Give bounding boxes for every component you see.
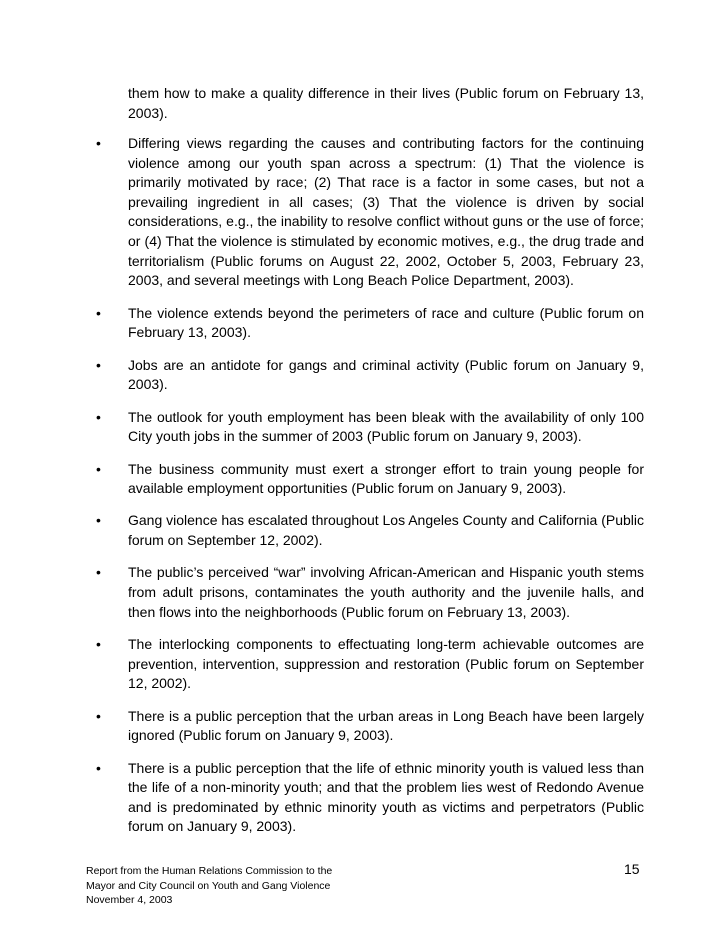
bullet-icon: • (96, 512, 101, 529)
list-item-text: Gang violence has escalated throughout Los Angeles County and California (Public forum on September 12, 2002). (128, 512, 644, 549)
list-item-text: The violence extends beyond the perimeters of race and culture (Public forum on February 13, 2003). (128, 304, 644, 341)
list-item (96, 408, 644, 447)
list-item (96, 635, 644, 694)
footer-report-subtitle: Mayor and City Council on Youth and Gang Violence (86, 879, 331, 892)
bullet-icon: • (96, 304, 101, 321)
list-item (96, 134, 644, 291)
bullet-icon: • (96, 564, 101, 581)
list-item (96, 759, 644, 837)
bullet-icon: • (96, 759, 101, 776)
list-item-text: The outlook for youth employment has been bleak with the availability of only 100 City youth jobs in the summer of 2003 (Public forum on January 9, 2003). (128, 408, 644, 445)
report-footer (86, 864, 426, 908)
list-item-text: Jobs are an antidote for gangs and criminal activity (Public forum on January 9, 2003). (128, 356, 644, 393)
list-item (96, 356, 644, 395)
bullet-icon: • (96, 408, 101, 425)
list-item (96, 460, 644, 499)
list-item (96, 563, 644, 622)
bullet-icon: • (96, 135, 101, 151)
list-item (96, 304, 644, 343)
bullet-icon: • (96, 356, 101, 373)
list-item-text: There is a public perception that the urban areas in Long Beach have been largely ignored (Public forum on January 9, 2003). (128, 707, 644, 744)
bullet-icon: • (96, 636, 101, 653)
list-item-text: The interlocking components to effectuating long-term achievable outcomes are prevention, intervention, suppression and restoration (Public forum on September 12, 2002). (128, 636, 644, 692)
page-number: 15 (624, 861, 640, 877)
bullet-icon: • (96, 460, 101, 477)
list-item (96, 707, 644, 746)
footer-date: November 4, 2003 (86, 894, 173, 906)
footer-report-title: Report from the Human Relations Commission to the (86, 865, 333, 877)
list-item-text: Differing views regarding the causes and contributing factors for the continuing violence among our youth span across a spectrum: (1) That the violence is primarily motivated by race; (2) That race is a factor in some cases, but not a prevailing ingredient in all cases; (3) That the violence is driven by social considerations, e.g., the inability to resolve conflict without guns or the use of force; or (4) That the violence is stimulated by economic motives, e.g., the drug trade and territorialism (Public forums on August 22, 2002, October 5, 2003, February 23, 2003, and several meetings with Long Beach Police Department, 2003). (128, 135, 644, 289)
findings-bullet-list (96, 134, 644, 850)
list-item-text: The public’s perceived “war” involving African-American and Hispanic youth stems from adult prisons, contaminates the youth authority and the juvenile halls, and then flows into the neighborhoods (Public forum on February 13, 2003). (128, 564, 644, 620)
list-item-text: There is a public perception that the life of ethnic minority youth is valued less than the life of a non-minority youth; and that the problem lies west of Redondo Avenue and is predominated by ethnic minority youth as victims and perpetrators (Public forum on January 9, 2003). (128, 759, 644, 835)
list-item (96, 511, 644, 550)
list-item-text: The business community must exert a stronger effort to train young people for available employment opportunities (Public forum on January 9, 2003). (128, 460, 644, 497)
bullet-icon: • (96, 707, 101, 724)
intro-paragraph: them how to make a quality difference in their lives (Public forum on February 13, 2003). (128, 85, 644, 121)
